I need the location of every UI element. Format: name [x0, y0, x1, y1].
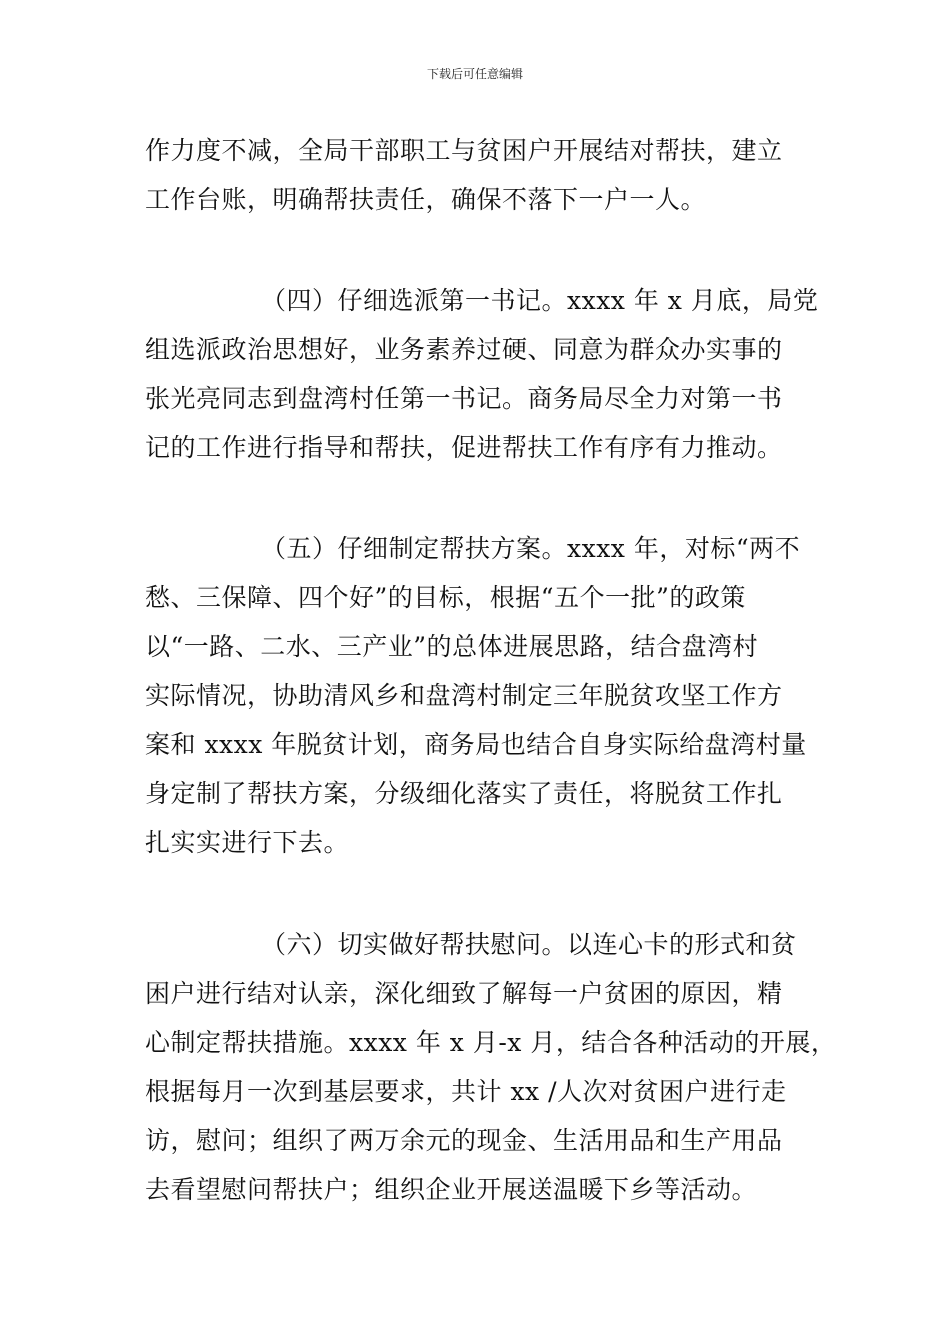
text-line: 组选派政治思想好，业务素养过硬、同意为群众办实事的	[145, 335, 783, 364]
text-line: 心制定帮扶措施。xxxx 年 x 月-x 月，结合各种活动的开展，	[145, 1028, 837, 1057]
text-line: 根据每月一次到基层要求，共计 xx /人次对贫困户进行走	[145, 1077, 787, 1106]
text-line: 扎实实进行下去。	[145, 828, 350, 857]
text-line: 身定制了帮扶方案，分级细化落实了责任，将脱贫工作扎	[145, 779, 783, 808]
text-line: （六）切实做好帮扶慰问。以连心卡的形式和贫	[261, 930, 797, 959]
paragraph-section-6	[145, 920, 837, 1214]
text-line: 困户进行结对认亲，深化细致了解每一户贫困的原因，精	[145, 979, 783, 1008]
text-line: 实际情况，协助清风乡和盘湾村制定三年脱贫攻坚工作方	[145, 681, 783, 710]
text-line: 工作台账，明确帮扶责任，确保不落下一户一人。	[145, 185, 707, 214]
text-line: 记的工作进行指导和帮扶，促进帮扶工作有序有力推动。	[145, 433, 783, 462]
page-header: 下载后可任意编辑	[426, 67, 523, 81]
text-line: 以“一路、二水、三产业”的总体进展思路，结合盘湾村	[145, 632, 759, 661]
text-line: （四）仔细选派第一书记。xxxx 年 x 月底，局党	[261, 286, 819, 315]
text-line: 去看望慰问帮扶户；组织企业开展送温暖下乡等活动。	[145, 1175, 758, 1204]
text-line: 访，慰问；组织了两万余元的现金、生活用品和生产用品	[145, 1126, 783, 1155]
paragraph-section-4	[145, 276, 819, 472]
text-line: 作力度不减，全局干部职工与贫困户开展结对帮扶，建立	[145, 136, 783, 165]
text-line: 案和 xxxx 年脱贫计划，商务局也结合自身实际给盘湾村量	[145, 730, 807, 759]
paragraph-continuation	[145, 126, 810, 224]
text-line: 愁、三保障、四个好”的目标，根据“五个一批”的政策	[145, 583, 746, 612]
text-line: 张光亮同志到盘湾村任第一书记。商务局尽全力对第一书	[145, 384, 783, 413]
text-line: （五）仔细制定帮扶方案。xxxx 年，对标“两不	[261, 534, 801, 563]
paragraph-section-5	[145, 524, 810, 867]
